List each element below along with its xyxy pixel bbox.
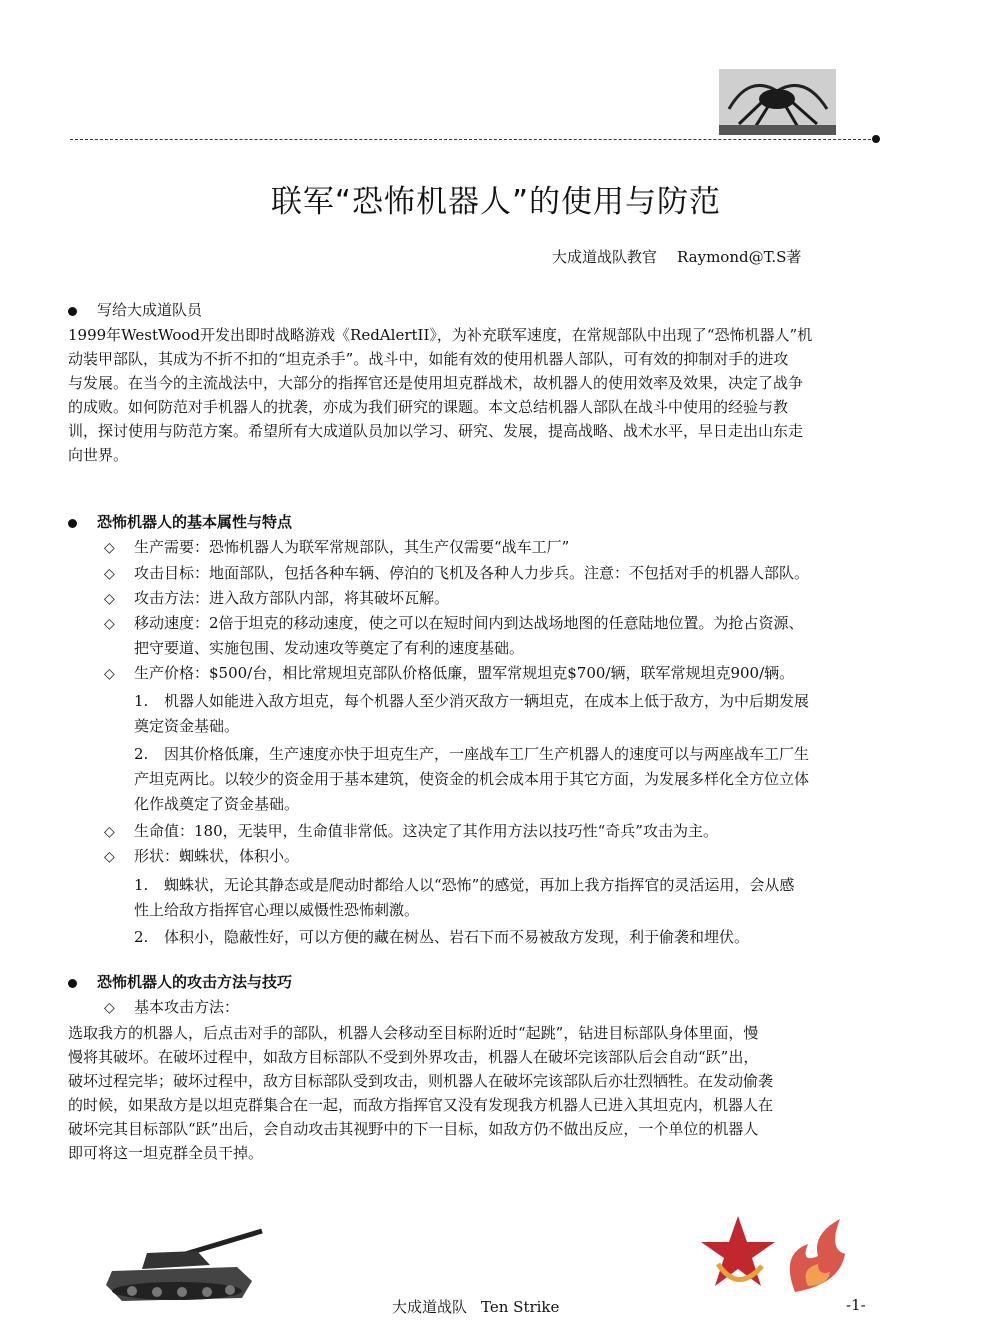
bullet-icon (68, 307, 77, 316)
diamond-icon: ◇ (104, 616, 115, 632)
numbered-item (134, 689, 809, 713)
item-number: 2. (134, 928, 149, 946)
list-item-text: 生产价格：$500/台，相比常规坦克部队价格低廉，盟军常规坦克$700/辆，联军常规坦克900/辆。 (134, 664, 795, 682)
list-item (104, 844, 299, 869)
intro-heading-text: 写给大成道队员 (97, 301, 203, 319)
list-item-text: 攻击目标：地面部队，包括各种车辆、停泊的飞机及各种人力步兵。注意：不包括对手的机器人部队。 (134, 564, 810, 582)
diamond-icon: ◇ (104, 849, 115, 865)
list-item (104, 611, 804, 636)
list-item (104, 535, 569, 560)
list-item (104, 561, 809, 586)
section2-line: 破坏过程完毕；破坏过程中，敌方目标部队受到攻击，则机器人在破坏完该部队后亦壮烈牺牲。在发动偷袭 (68, 1072, 774, 1090)
item-number: 1. (134, 876, 149, 894)
numbered-item-continuation: 奠定资金基础。 (134, 717, 240, 735)
divider-dot (872, 135, 880, 143)
red-star-flame-icon (700, 1214, 850, 1298)
list-item-text: 移动速度：2倍于坦克的移动速度，使之可以在短时间内到达战场地图的任意陆地位置。为抢占资源、 (134, 614, 804, 632)
header-divider (70, 139, 876, 140)
footer (392, 1296, 559, 1317)
section2-line: 即可将这一坦克群全员干掉。 (68, 1144, 264, 1162)
subheading (104, 995, 239, 1020)
bullet-icon (68, 979, 77, 988)
diamond-icon: ◇ (104, 1000, 115, 1016)
diamond-icon: ◇ (104, 824, 115, 840)
intro-heading (68, 298, 202, 322)
document-title: 联军“恐怖机器人”的使用与防范 (270, 184, 722, 220)
diamond-icon: ◇ (104, 540, 115, 556)
list-item (104, 819, 718, 844)
spider-robot-logo-icon (719, 69, 836, 135)
numbered-item (134, 742, 809, 766)
diamond-icon: ◇ (104, 666, 115, 682)
intro-line: 动装甲部队，其成为不折不扣的“坦克杀手”。战斗中，如能有效的使用机器人部队，可有效的抑制对手的进攻 (68, 350, 789, 368)
numbered-item-continuation: 性上给敌方指挥官心理以威慑性恐怖刺激。 (134, 901, 420, 919)
item-number: 2. (134, 745, 149, 763)
list-item (104, 661, 794, 686)
page-number: -1- (846, 1296, 866, 1314)
numbered-item-text: 体积小，隐蔽性好，可以方便的藏在树丛、岩石下而不易被敌方发现，利于偷袭和埋伏。 (164, 928, 750, 946)
list-item-text: 生命值：180，无装甲，生命值非常低。这决定了其作用方法以技巧性“奇兵”攻击为主。 (134, 822, 718, 840)
section1-heading (68, 510, 292, 534)
list-item-continuation: 把守要道、实施包围、发动速攻等奠定了有利的速度基础。 (134, 639, 525, 657)
diamond-icon: ◇ (104, 566, 115, 582)
list-item (104, 586, 449, 611)
numbered-item (134, 873, 794, 897)
section2-line: 选取我方的机器人，后点击对手的部队，机器人会移动至目标附近时“起跳”，钻进目标部队身体里面，慢 (68, 1024, 759, 1042)
section1-heading-text: 恐怖机器人的基本属性与特点 (97, 513, 293, 531)
author-team: 大成道战队教官 (552, 248, 658, 266)
list-item-text: 生产需要：恐怖机器人为联军常规部队，其生产仅需要“战车工厂” (134, 538, 570, 556)
intro-line: 1999年WestWood开发出即时战略游戏《RedAlertII》，为补充联军速度，在常规部队中出现了“恐怖机器人”机 (68, 326, 813, 344)
section2-heading (68, 970, 292, 994)
section2-line: 破坏完其目标部队“跃”出后，会自动攻击其视野中的下一目标，如敌方仍不做出反应，一个单位的机器人 (68, 1120, 759, 1138)
numbered-item-continuation: 化作战奠定了资金基础。 (134, 795, 300, 813)
bullet-icon (68, 519, 77, 528)
section2-paragraph (68, 1021, 938, 1165)
numbered-item-text: 蜘蛛状，无论其静态或是爬动时都给人以“恐怖”的感觉，再加上我方指挥官的灵活运用，会从感 (164, 876, 795, 894)
author-line (552, 246, 801, 267)
list-item-text: 形状：蜘蛛状，体积小。 (134, 847, 300, 865)
numbered-item-continuation: 产坦克两比。以较少的资金用于基本建筑，使资金的机会成本用于其它方面，为发展多样化全方位立体 (134, 770, 810, 788)
numbered-item-text: 因其价格低廉，生产速度亦快于坦克生产，一座战车工厂生产机器人的速度可以与两座战车工厂生 (164, 745, 810, 763)
footer-team: 大成道战队 (392, 1298, 468, 1316)
list-item-text: 攻击方法：进入敌方部队内部，将其破坏瓦解。 (134, 589, 450, 607)
diamond-icon: ◇ (104, 591, 115, 607)
item-number: 1. (134, 692, 149, 710)
numbered-item-text: 机器人如能进入敌方坦克，每个机器人至少消灭敌方一辆坦克，在成本上低于敌方，为中后期发展 (164, 692, 810, 710)
section2-heading-text: 恐怖机器人的攻击方法与技巧 (97, 973, 293, 991)
footer-name: Ten Strike (481, 1298, 560, 1316)
intro-line: 训，探讨使用与防范方案。希望所有大成道队员加以学习、研究、发展，提高战略、战术水平，早日走出山东走 (68, 422, 804, 440)
numbered-item (134, 925, 749, 949)
intro-line: 的成败。如何防范对手机器人的扰袭，亦成为我们研究的课题。本文总结机器人部队在战斗中使用的经验与教 (68, 398, 789, 416)
intro-paragraph (68, 323, 938, 467)
tank-illustration-icon (102, 1223, 267, 1307)
intro-line: 向世界。 (68, 446, 129, 464)
subheading-text: 基本攻击方法： (134, 998, 240, 1016)
intro-line: 与发展。在当今的主流战法中，大部分的指挥官还是使用坦克群战术，故机器人的使用效率及效果，决定了战争 (68, 374, 804, 392)
author-name: Raymond@T.S著 (677, 248, 802, 266)
section2-line: 的时候，如果敌方是以坦克群集合在一起，而敌方指挥官又没有发现我方机器人已进入其坦克内，机器人在 (68, 1096, 774, 1114)
section2-line: 慢将其破坏。在破坏过程中，如敌方目标部队不受到外界攻击，机器人在破坏完该部队后会自动“跃”出， (68, 1048, 759, 1066)
